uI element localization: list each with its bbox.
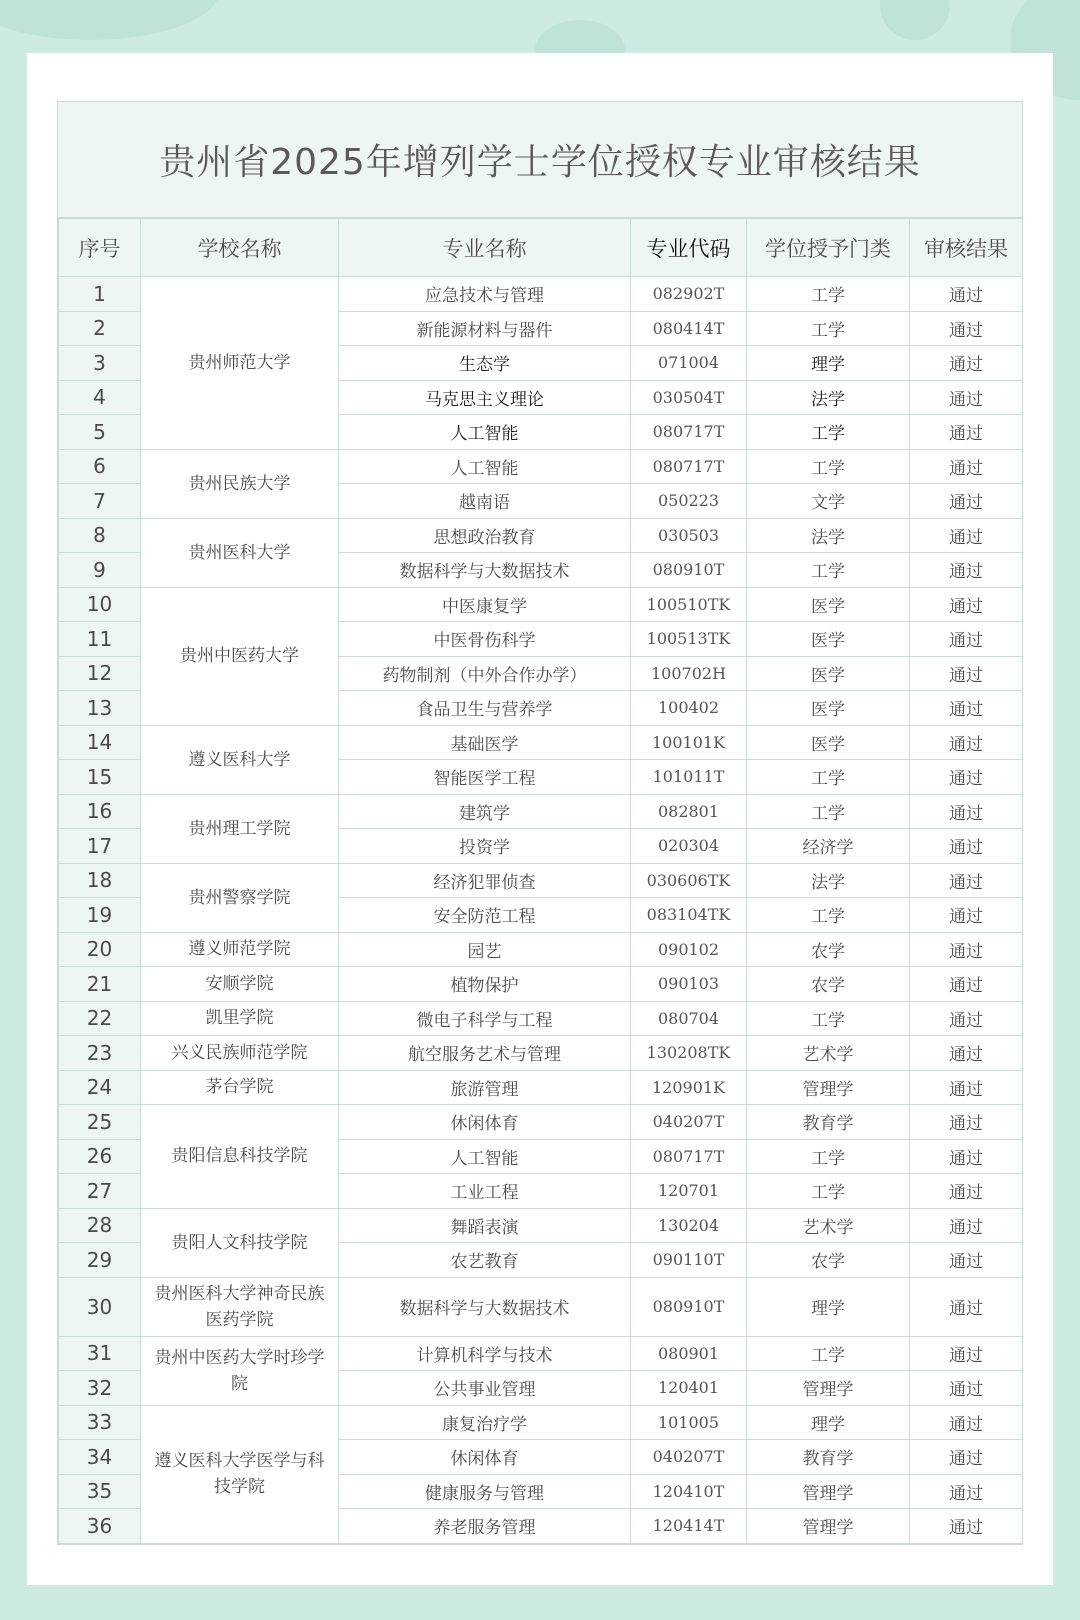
major-name-cell: 马克思主义理论 <box>339 380 631 415</box>
review-result-cell: 通过 <box>910 863 1023 898</box>
row-index-cell: 19 <box>59 898 141 933</box>
row-index-cell: 5 <box>59 415 141 450</box>
background-bubble <box>880 0 950 40</box>
degree-category-cell: 医学 <box>747 725 910 760</box>
degree-category-cell: 工学 <box>747 1139 910 1174</box>
review-result-cell: 通过 <box>910 1474 1023 1509</box>
major-name-cell: 新能源材料与器件 <box>339 311 631 346</box>
row-index-cell: 2 <box>59 311 141 346</box>
major-code-cell: 030606TK <box>631 863 747 898</box>
review-result-cell: 通过 <box>910 1440 1023 1475</box>
review-result-cell: 通过 <box>910 277 1023 312</box>
row-index-cell: 22 <box>59 1001 141 1036</box>
row-index-cell: 15 <box>59 760 141 795</box>
review-result-cell: 通过 <box>910 518 1023 553</box>
degree-category-cell: 法学 <box>747 380 910 415</box>
review-result-cell: 通过 <box>910 1105 1023 1140</box>
row-index-cell: 34 <box>59 1440 141 1475</box>
table-body <box>59 277 1023 1544</box>
major-code-cell: 120701 <box>631 1174 747 1209</box>
row-index-cell: 33 <box>59 1405 141 1440</box>
school-name-cell: 贵州医科大学神奇民族医药学院 <box>141 1277 339 1336</box>
major-code-cell: 082801 <box>631 794 747 829</box>
row-index-cell: 31 <box>59 1336 141 1371</box>
row-index-cell: 17 <box>59 829 141 864</box>
degree-category-cell: 工学 <box>747 311 910 346</box>
degree-category-cell: 管理学 <box>747 1070 910 1105</box>
table-row <box>59 1405 1023 1440</box>
table-row <box>59 1105 1023 1140</box>
major-code-cell: 080910T <box>631 553 747 588</box>
degree-category-cell: 管理学 <box>747 1474 910 1509</box>
school-name-cell: 贵州医科大学 <box>141 518 339 587</box>
major-code-cell: 100702H <box>631 656 747 691</box>
row-index-cell: 25 <box>59 1105 141 1140</box>
review-result-cell: 通过 <box>910 553 1023 588</box>
major-code-cell: 090110T <box>631 1243 747 1278</box>
review-result-cell: 通过 <box>910 1243 1023 1278</box>
header-school: 学校名称 <box>141 219 339 277</box>
major-name-cell: 应急技术与管理 <box>339 277 631 312</box>
header-result: 审核结果 <box>910 219 1023 277</box>
major-code-cell: 100513TK <box>631 622 747 657</box>
major-name-cell: 食品卫生与营养学 <box>339 691 631 726</box>
school-name-cell: 贵州理工学院 <box>141 794 339 863</box>
major-name-cell: 基础医学 <box>339 725 631 760</box>
school-name-cell: 贵州警察学院 <box>141 863 339 932</box>
table-row <box>59 1208 1023 1243</box>
major-code-cell: 120410T <box>631 1474 747 1509</box>
major-name-cell: 公共事业管理 <box>339 1371 631 1406</box>
row-index-cell: 30 <box>59 1277 141 1336</box>
table-row <box>59 277 1023 312</box>
review-result-cell: 通过 <box>910 1070 1023 1105</box>
school-name-cell: 贵州中医药大学时珍学院 <box>141 1336 339 1405</box>
major-name-cell: 养老服务管理 <box>339 1509 631 1544</box>
table-row <box>59 1036 1023 1071</box>
row-index-cell: 35 <box>59 1474 141 1509</box>
row-index-cell: 18 <box>59 863 141 898</box>
header-index: 序号 <box>59 219 141 277</box>
review-result-cell: 通过 <box>910 967 1023 1002</box>
review-result-cell: 通过 <box>910 794 1023 829</box>
major-code-cell: 120901K <box>631 1070 747 1105</box>
review-result-cell: 通过 <box>910 1001 1023 1036</box>
degree-category-cell: 工学 <box>747 1336 910 1371</box>
table-row <box>59 449 1023 484</box>
major-name-cell: 越南语 <box>339 484 631 519</box>
table-row <box>59 518 1023 553</box>
review-result-cell: 通过 <box>910 346 1023 381</box>
review-result-cell: 通过 <box>910 1277 1023 1336</box>
degree-category-cell: 理学 <box>747 1405 910 1440</box>
major-name-cell: 药物制剂（中外合作办学） <box>339 656 631 691</box>
degree-category-cell: 农学 <box>747 967 910 1002</box>
major-code-cell: 040207T <box>631 1440 747 1475</box>
review-result-cell: 通过 <box>910 587 1023 622</box>
table-row <box>59 1277 1023 1336</box>
row-index-cell: 26 <box>59 1139 141 1174</box>
degree-category-cell: 教育学 <box>747 1105 910 1140</box>
major-code-cell: 101011T <box>631 760 747 795</box>
major-code-cell: 080910T <box>631 1277 747 1336</box>
review-result-cell: 通过 <box>910 622 1023 657</box>
review-result-cell: 通过 <box>910 725 1023 760</box>
school-name-cell: 遵义医科大学医学与科技学院 <box>141 1405 339 1543</box>
degree-category-cell: 工学 <box>747 1174 910 1209</box>
degree-category-cell: 理学 <box>747 1277 910 1336</box>
major-code-cell: 020304 <box>631 829 747 864</box>
content-card <box>27 53 1053 1585</box>
row-index-cell: 7 <box>59 484 141 519</box>
review-result-cell: 通过 <box>910 415 1023 450</box>
degree-category-cell: 管理学 <box>747 1371 910 1406</box>
review-result-cell: 通过 <box>910 1174 1023 1209</box>
degree-category-cell: 农学 <box>747 1243 910 1278</box>
row-index-cell: 1 <box>59 277 141 312</box>
table-row <box>59 1001 1023 1036</box>
degree-category-cell: 管理学 <box>747 1509 910 1544</box>
row-index-cell: 16 <box>59 794 141 829</box>
major-code-cell: 090102 <box>631 932 747 967</box>
page-title: 贵州省2025年增列学士学位授权专业审核结果 <box>159 142 921 183</box>
row-index-cell: 11 <box>59 622 141 657</box>
review-result-cell: 通过 <box>910 1208 1023 1243</box>
major-code-cell: 071004 <box>631 346 747 381</box>
row-index-cell: 12 <box>59 656 141 691</box>
degree-category-cell: 工学 <box>747 1001 910 1036</box>
school-name-cell: 遵义师范学院 <box>141 932 339 967</box>
major-code-cell: 100101K <box>631 725 747 760</box>
results-table <box>58 218 1023 1544</box>
major-code-cell: 030504T <box>631 380 747 415</box>
degree-category-cell: 医学 <box>747 656 910 691</box>
degree-category-cell: 医学 <box>747 587 910 622</box>
school-name-cell: 贵阳人文科技学院 <box>141 1208 339 1277</box>
major-name-cell: 农艺教育 <box>339 1243 631 1278</box>
header-category: 学位授予门类 <box>747 219 910 277</box>
row-index-cell: 8 <box>59 518 141 553</box>
major-code-cell: 040207T <box>631 1105 747 1140</box>
degree-category-cell: 工学 <box>747 277 910 312</box>
row-index-cell: 36 <box>59 1509 141 1544</box>
major-name-cell: 数据科学与大数据技术 <box>339 1277 631 1336</box>
row-index-cell: 4 <box>59 380 141 415</box>
table-row <box>59 1336 1023 1371</box>
major-code-cell: 100510TK <box>631 587 747 622</box>
review-result-cell: 通过 <box>910 484 1023 519</box>
review-result-cell: 通过 <box>910 656 1023 691</box>
major-name-cell: 园艺 <box>339 932 631 967</box>
major-code-cell: 130204 <box>631 1208 747 1243</box>
review-result-cell: 通过 <box>910 1371 1023 1406</box>
review-result-cell: 通过 <box>910 380 1023 415</box>
row-index-cell: 23 <box>59 1036 141 1071</box>
row-index-cell: 28 <box>59 1208 141 1243</box>
review-result-cell: 通过 <box>910 691 1023 726</box>
degree-category-cell: 工学 <box>747 794 910 829</box>
row-index-cell: 21 <box>59 967 141 1002</box>
row-index-cell: 24 <box>59 1070 141 1105</box>
major-name-cell: 中医骨伤科学 <box>339 622 631 657</box>
major-name-cell: 人工智能 <box>339 415 631 450</box>
major-code-cell: 090103 <box>631 967 747 1002</box>
table-row <box>59 1070 1023 1105</box>
major-name-cell: 休闲体育 <box>339 1440 631 1475</box>
degree-category-cell: 工学 <box>747 449 910 484</box>
review-result-cell: 通过 <box>910 1139 1023 1174</box>
degree-category-cell: 文学 <box>747 484 910 519</box>
review-result-cell: 通过 <box>910 898 1023 933</box>
degree-category-cell: 经济学 <box>747 829 910 864</box>
major-code-cell: 082902T <box>631 277 747 312</box>
review-result-cell: 通过 <box>910 932 1023 967</box>
school-name-cell: 安顺学院 <box>141 967 339 1002</box>
major-code-cell: 120414T <box>631 1509 747 1544</box>
school-name-cell: 凯里学院 <box>141 1001 339 1036</box>
major-name-cell: 思想政治教育 <box>339 518 631 553</box>
major-name-cell: 休闲体育 <box>339 1105 631 1140</box>
table-row <box>59 967 1023 1002</box>
major-name-cell: 数据科学与大数据技术 <box>339 553 631 588</box>
major-code-cell: 120401 <box>631 1371 747 1406</box>
major-code-cell: 080717T <box>631 415 747 450</box>
major-name-cell: 舞蹈表演 <box>339 1208 631 1243</box>
row-index-cell: 32 <box>59 1371 141 1406</box>
major-name-cell: 建筑学 <box>339 794 631 829</box>
table-row <box>59 932 1023 967</box>
major-name-cell: 智能医学工程 <box>339 760 631 795</box>
major-name-cell: 康复治疗学 <box>339 1405 631 1440</box>
major-name-cell: 计算机科学与技术 <box>339 1336 631 1371</box>
major-name-cell: 航空服务艺术与管理 <box>339 1036 631 1071</box>
major-code-cell: 030503 <box>631 518 747 553</box>
review-result-cell: 通过 <box>910 829 1023 864</box>
major-name-cell: 人工智能 <box>339 449 631 484</box>
school-name-cell: 贵州中医药大学 <box>141 587 339 725</box>
school-name-cell: 贵州民族大学 <box>141 449 339 518</box>
major-name-cell: 经济犯罪侦查 <box>339 863 631 898</box>
degree-category-cell: 医学 <box>747 622 910 657</box>
review-result-cell: 通过 <box>910 1509 1023 1544</box>
table-title-bar <box>58 102 1022 218</box>
review-result-cell: 通过 <box>910 449 1023 484</box>
major-name-cell: 微电子科学与工程 <box>339 1001 631 1036</box>
row-index-cell: 20 <box>59 932 141 967</box>
row-index-cell: 9 <box>59 553 141 588</box>
review-result-cell: 通过 <box>910 311 1023 346</box>
degree-category-cell: 工学 <box>747 415 910 450</box>
major-code-cell: 100402 <box>631 691 747 726</box>
degree-category-cell: 法学 <box>747 863 910 898</box>
major-name-cell: 中医康复学 <box>339 587 631 622</box>
row-index-cell: 10 <box>59 587 141 622</box>
table-row <box>59 725 1023 760</box>
major-code-cell: 080414T <box>631 311 747 346</box>
major-name-cell: 生态学 <box>339 346 631 381</box>
school-name-cell: 茅台学院 <box>141 1070 339 1105</box>
background-bubble <box>0 0 220 40</box>
degree-category-cell: 工学 <box>747 898 910 933</box>
row-index-cell: 13 <box>59 691 141 726</box>
major-name-cell: 旅游管理 <box>339 1070 631 1105</box>
major-name-cell: 植物保护 <box>339 967 631 1002</box>
review-result-cell: 通过 <box>910 1036 1023 1071</box>
table-row <box>59 863 1023 898</box>
major-code-cell: 080901 <box>631 1336 747 1371</box>
major-code-cell: 083104TK <box>631 898 747 933</box>
review-result-cell: 通过 <box>910 760 1023 795</box>
table-header-row <box>59 219 1023 277</box>
school-name-cell: 遵义医科大学 <box>141 725 339 794</box>
row-index-cell: 3 <box>59 346 141 381</box>
degree-category-cell: 农学 <box>747 932 910 967</box>
row-index-cell: 29 <box>59 1243 141 1278</box>
major-code-cell: 080717T <box>631 1139 747 1174</box>
major-code-cell: 050223 <box>631 484 747 519</box>
row-index-cell: 14 <box>59 725 141 760</box>
results-table-container <box>57 101 1023 1545</box>
review-result-cell: 通过 <box>910 1336 1023 1371</box>
degree-category-cell: 医学 <box>747 691 910 726</box>
degree-category-cell: 工学 <box>747 760 910 795</box>
row-index-cell: 6 <box>59 449 141 484</box>
major-code-cell: 101005 <box>631 1405 747 1440</box>
major-name-cell: 安全防范工程 <box>339 898 631 933</box>
row-index-cell: 27 <box>59 1174 141 1209</box>
review-result-cell: 通过 <box>910 1405 1023 1440</box>
table-row <box>59 587 1023 622</box>
degree-category-cell: 艺术学 <box>747 1208 910 1243</box>
degree-category-cell: 艺术学 <box>747 1036 910 1071</box>
major-code-cell: 130208TK <box>631 1036 747 1071</box>
degree-category-cell: 理学 <box>747 346 910 381</box>
header-code: 专业代码 <box>631 219 747 277</box>
header-major: 专业名称 <box>339 219 631 277</box>
school-name-cell: 贵州师范大学 <box>141 277 339 450</box>
major-name-cell: 人工智能 <box>339 1139 631 1174</box>
major-name-cell: 健康服务与管理 <box>339 1474 631 1509</box>
school-name-cell: 兴义民族师范学院 <box>141 1036 339 1071</box>
major-code-cell: 080704 <box>631 1001 747 1036</box>
major-code-cell: 080717T <box>631 449 747 484</box>
table-row <box>59 794 1023 829</box>
school-name-cell: 贵阳信息科技学院 <box>141 1105 339 1209</box>
degree-category-cell: 教育学 <box>747 1440 910 1475</box>
degree-category-cell: 法学 <box>747 518 910 553</box>
degree-category-cell: 工学 <box>747 553 910 588</box>
major-name-cell: 投资学 <box>339 829 631 864</box>
major-name-cell: 工业工程 <box>339 1174 631 1209</box>
